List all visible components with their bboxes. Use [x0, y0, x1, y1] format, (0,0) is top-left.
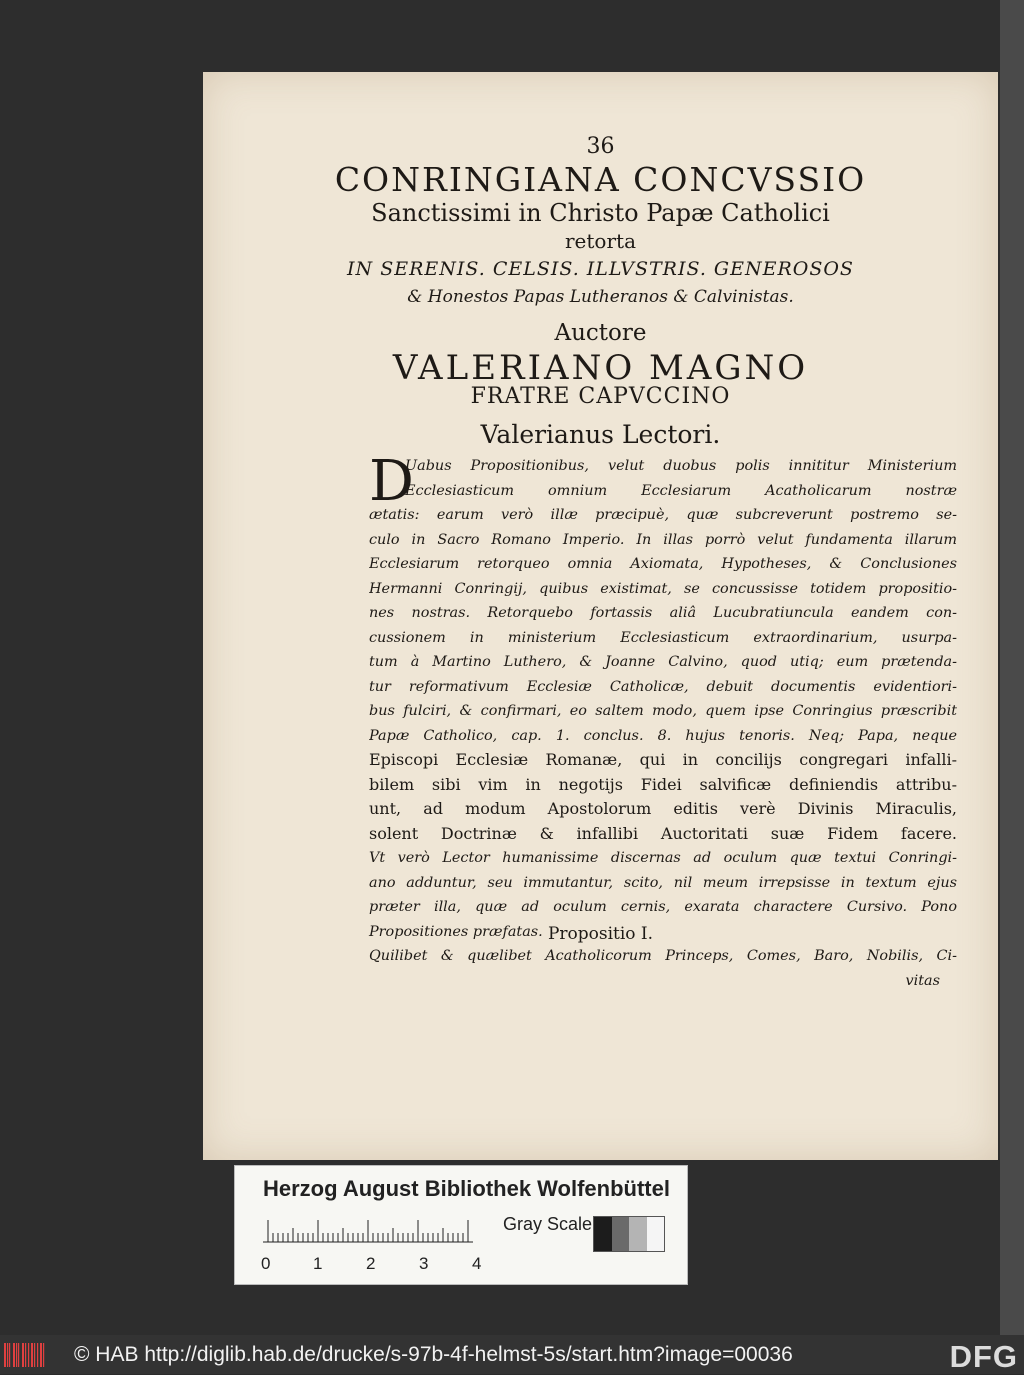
- body-line: culo in Sacro Romano Imperio. In illas porrò velut fundamenta illarum: [369, 531, 957, 548]
- body-line: ano adduntur, seu immutantur, scito, nil meum irrepsisse in textum ejus: [369, 874, 957, 891]
- gray-scale-swatches: [593, 1216, 665, 1252]
- gray-scale-label: Gray Scale: [503, 1214, 593, 1234]
- body-line: Hermanni Conringij, quibus existimat, se concussisse totidem propositio-: [369, 580, 957, 597]
- body-line: Papæ Catholico, cap. 1. conclus. 8. hujus tenoris. Neq; Papa, neque: [369, 727, 957, 744]
- body-line: tur reformativum Ecclesiæ Catholicæ, debuit documentis evidentiori-: [369, 678, 957, 695]
- body-line: bilem sibi vim in negotijs Fidei salvificæ definiendis attribu-: [369, 774, 957, 794]
- barcode-icon: [4, 1343, 48, 1367]
- title-main: CONRINGIANA CONCVSSIO: [334, 160, 867, 199]
- viewer-edge-strip: [1000, 0, 1024, 1335]
- gray-swatch: [612, 1217, 630, 1251]
- body-text: [369, 449, 957, 944]
- body-line: præter illa, quæ ad oculum cernis, exarata charactere Cursivo. Pono: [369, 899, 957, 915]
- ruler-tick-label: 0: [261, 1254, 271, 1273]
- author-name: VALERIANO MAGNO: [392, 348, 809, 388]
- gray-swatch: [629, 1217, 647, 1251]
- auctore-label: Auctore: [554, 320, 647, 346]
- body-line: tum à Martino Luthero, & Joanne Calvino, quod utiq; eum prætenda-: [369, 654, 957, 670]
- body-line: nes nostras. Retorquebo fortassis aliâ Lucubratiuncula eandem con-: [369, 605, 957, 621]
- body-line: Propositiones præfatas.: [369, 923, 543, 940]
- ruler-tick-label: 4: [472, 1254, 482, 1273]
- retorta-line: retorta: [565, 229, 636, 253]
- author-order: FRATRE CAPVCCINO: [470, 384, 731, 409]
- body-line: Uabus Propositionibus, velut duobus polis innititur Ministerium: [405, 458, 957, 474]
- proposition-heading: Propositio I.: [547, 924, 654, 944]
- ruler-tick-label: 3: [419, 1254, 429, 1273]
- footer-bar: [0, 1335, 1024, 1374]
- gray-swatch: [647, 1217, 665, 1251]
- dedication-line-1: IN SERENIS. CELSIS. ILLVSTRIS. GENEROSOS: [347, 258, 854, 280]
- ruler-tick-label: 2: [366, 1254, 376, 1273]
- catchword: vitas: [905, 973, 940, 989]
- body-line: Ecclesiarum retorqueo omnia Axiomata, Hypotheses, & Conclusiones: [369, 556, 957, 572]
- library-name: Herzog August Bibliothek Wolfenbüttel: [263, 1176, 670, 1201]
- library-scale-card: [234, 1165, 688, 1285]
- ruler-scale-icon: [263, 1214, 473, 1248]
- drop-cap: D: [369, 449, 414, 514]
- dedication-line-2: & Honestos Papas Lutheranos & Calvinistas.: [407, 287, 794, 307]
- body-line: bus fulciri, & confirmari, eo saltem modo, quem ipse Conringius præscribit: [369, 703, 957, 719]
- ruler-tick-label: 1: [313, 1254, 323, 1273]
- subtitle: Sanctissimi in Christo Papæ Catholici: [371, 199, 830, 227]
- address-to-reader: Valerianus Lectori.: [480, 420, 721, 449]
- body-line: unt, ad modum Apostolorum editis verè Divinis Miraculis,: [369, 799, 957, 818]
- body-line: Ecclesiasticum omnium Ecclesiarum Acatholicarum nostræ: [405, 482, 957, 499]
- body-line: cussionem in ministerium Ecclesiasticum extraordinarium, usurpa-: [369, 629, 957, 646]
- footer-url[interactable]: © HAB http://diglib.hab.de/drucke/s-97b-4f-helmst-5s/start.htm?image=00036: [74, 1343, 793, 1366]
- body-line: solent Doctrinæ & infallibi Auctoritati suæ Fidem facere.: [369, 823, 957, 843]
- body-line: Episcopi Ecclesiæ Romanæ, qui in concilijs congregari infalli-: [369, 750, 957, 769]
- body-line: ætatis: earum verò illæ præcipuè, quæ subcreverunt postremo se-: [369, 507, 957, 523]
- gray-swatch: [594, 1217, 612, 1251]
- book-page: [203, 72, 998, 1160]
- dfg-logo: DFG: [949, 1339, 1018, 1374]
- page-number: 36: [586, 134, 615, 159]
- body-line: Vt verò Lector humanissime discernas ad oculum quæ textui Conringi-: [369, 850, 957, 866]
- proposition-line: Quilibet & quælibet Acatholicorum Princeps, Comes, Baro, Nobilis, Ci-: [369, 948, 957, 964]
